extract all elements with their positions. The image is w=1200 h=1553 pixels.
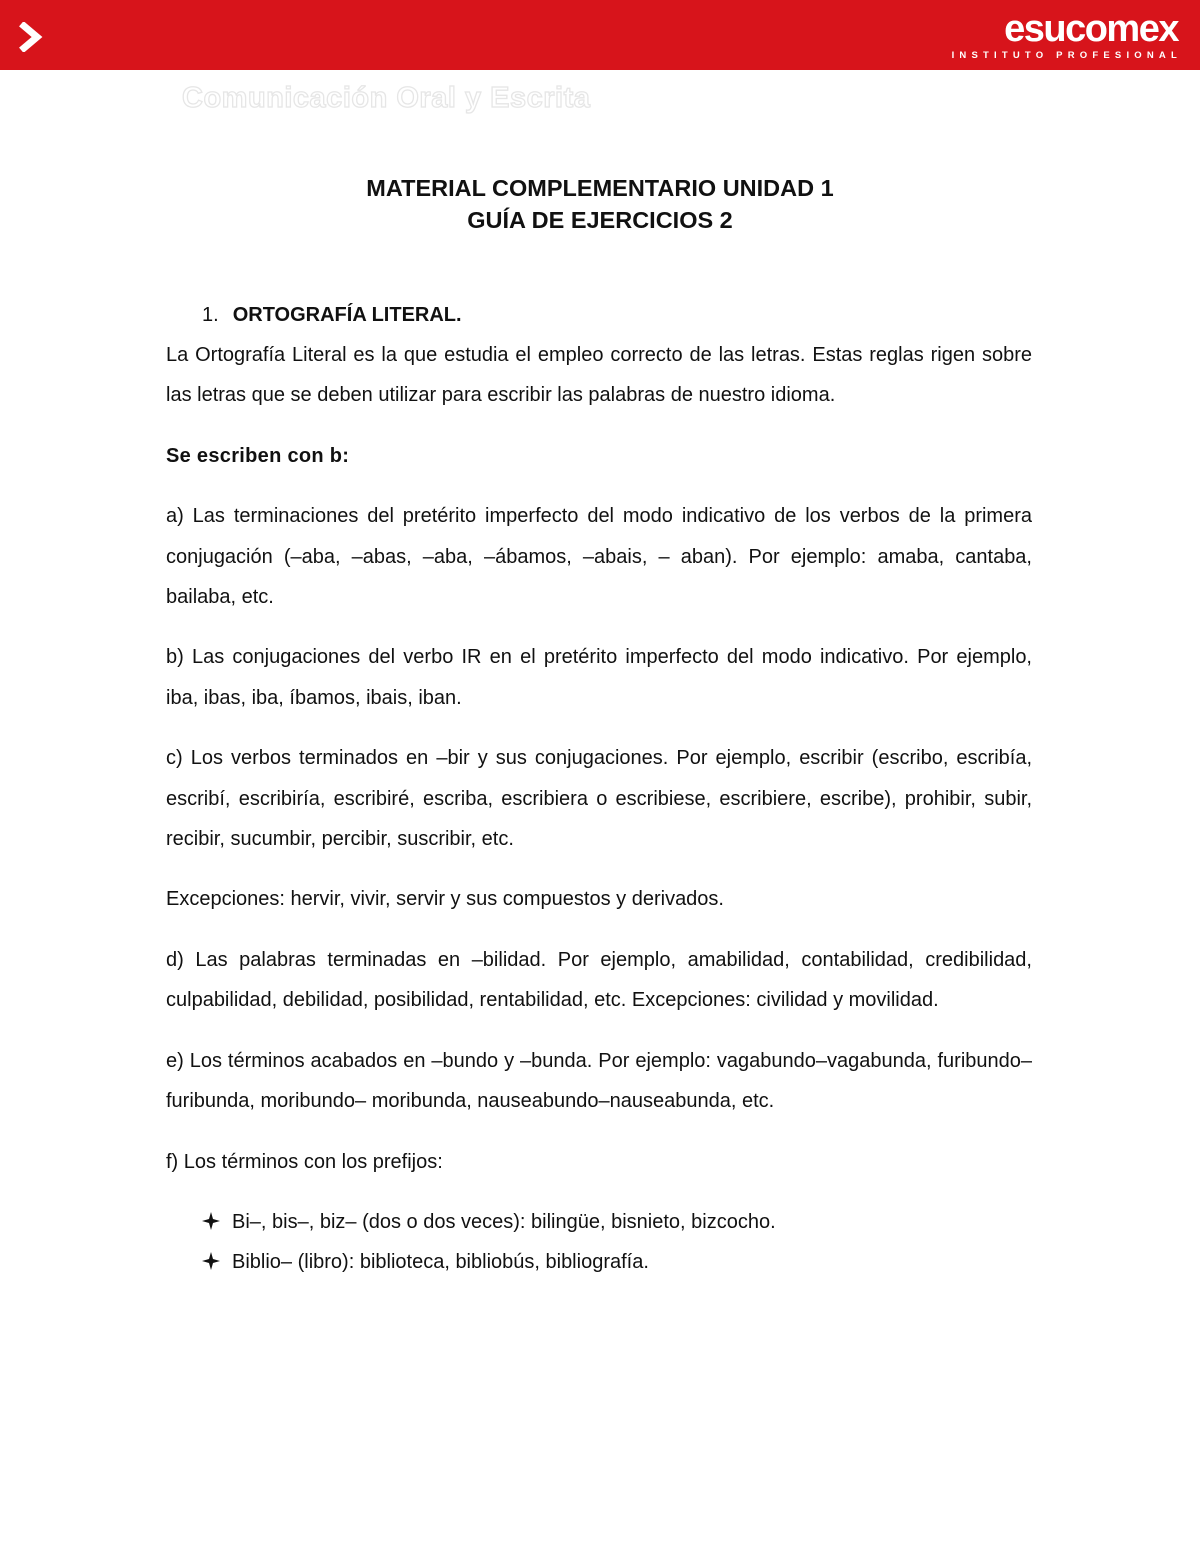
title-line-1: MATERIAL COMPLEMENTARIO UNIDAD 1: [366, 175, 834, 201]
document-title: [0, 172, 1200, 236]
rule-f: f) Los términos con los prefijos:: [166, 1150, 443, 1173]
document-body: [166, 295, 1032, 1283]
list-item-text: Biblio– (libro): biblioteca, bibliobús, bibliografía.: [232, 1251, 649, 1274]
exceptions-paragraph: Excepciones: hervir, vivir, servir y sus compuestos y derivados.: [166, 888, 724, 911]
course-watermark: Comunicación Oral y Escrita: [182, 82, 591, 114]
rule-c: c) Los verbos terminados en –bir y sus conjugaciones. Por ejemplo, escribir (escribo, escribía, escribí, escribiría, escribiré, escriba, escribiera o escribiese, escribiere, escribe), prohibir, subir, recibir, sucumbir, percibir, suscribir, etc.: [166, 747, 1032, 851]
rule-e: e) Los términos acabados en –bundo y –bunda. Por ejemplo: vagabundo–vagabunda, furibundo–furibunda, moribundo– moribunda, nauseabundo–nauseabunda, etc.: [166, 1049, 1032, 1113]
chevron-right-icon: [18, 22, 46, 52]
subheading: Se escriben con b:: [166, 444, 350, 467]
rule-d: d) Las palabras terminadas en –bilidad. Por ejemplo, amabilidad, contabilidad, credibilidad, culpabilidad, debilidad, posibilidad, rentabilidad, etc. Excepciones: civilidad y movilidad.: [166, 948, 1032, 1012]
header-bar: [0, 0, 1200, 70]
list-item: [202, 1242, 1032, 1282]
rule-a: a) Las terminaciones del pretérito imperfecto del modo indicativo de los verbos de la primera conjugación (–aba, –abas, –aba, –ábamos, –abais, – aban). Por ejemplo: amaba, cantaba, bailaba, etc.: [166, 505, 1032, 609]
list-item-text: Bi–, bis–, biz– (dos o dos veces): bilingüe, bisnieto, bizcocho.: [232, 1210, 776, 1233]
section-heading: [202, 295, 1032, 335]
intro-paragraph: La Ortografía Literal es la que estudia el empleo correcto de las letras. Estas reglas rigen sobre las letras que se deben utilizar para escribir las palabras de nuestro idioma.: [166, 344, 1032, 407]
diamond-bullet-icon: [202, 1252, 220, 1270]
esucomex-logo: [951, 8, 1182, 61]
logo-subtitle: INSTITUTO PROFESIONAL: [951, 50, 1182, 61]
section-title: ORTOGRAFÍA LITERAL.: [232, 304, 462, 326]
list-item: [202, 1202, 1032, 1242]
title-line-2: GUÍA DE EJERCICIOS 2: [467, 207, 733, 233]
logo-text: esucomex: [1004, 8, 1178, 50]
diamond-bullet-icon: [202, 1212, 220, 1230]
section-number: 1.: [202, 304, 219, 326]
rule-b: b) Las conjugaciones del verbo IR en el pretérito imperfecto del modo indicativo. Por ejemplo, iba, ibas, iba, íbamos, ibais, iban.: [166, 646, 1032, 709]
prefix-list: [166, 1202, 1032, 1283]
